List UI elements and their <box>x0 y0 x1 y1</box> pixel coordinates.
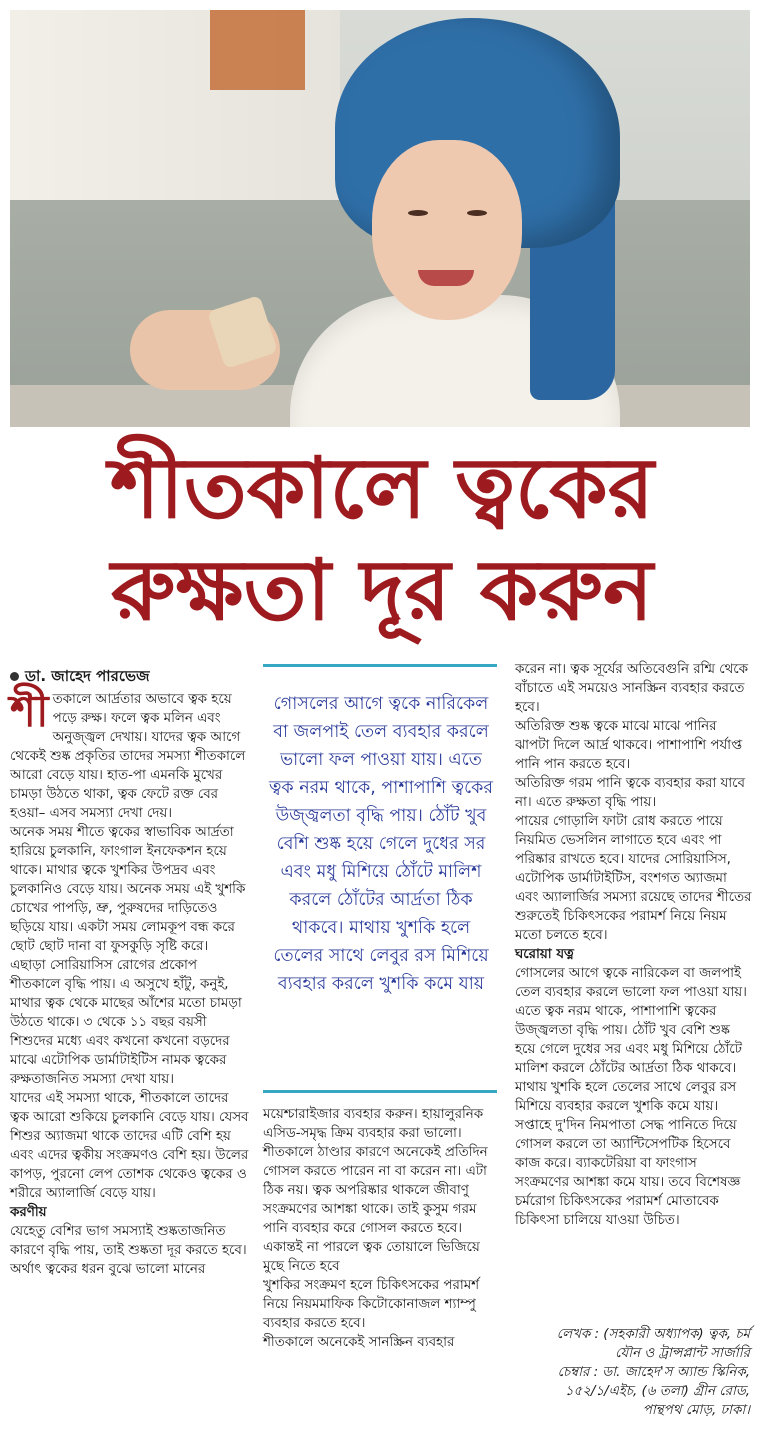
paragraph: শীতকালে আর্দ্রতার অভাবে ত্বক হয়ে পড়ে রুক্ষ। ফলে ত্বক মলিন এবং অনুজ্জ্বল দেখায়। যাদের ত্বক আগে থেকেই শুষ্ক প্রকৃতির তাদের সমস্যা শীতকালে আরো বেড়ে যায়। হাত-পা এমনকি মুখের চামড়া উঠতে থাকা, ত্বক ফেটে রক্ত বের হওয়া– এসব সমস্যা দেখা দেয়। <box>10 686 246 821</box>
paragraph: এছাড়া সোরিয়াসিস রোগের প্রকোপ শীতকালে বৃদ্ধি পায়। এ অসুখে হাঁটু, কনুই, মাথার ত্বক থেকে মাছের আঁশের মতো চামড়া উঠতে থাকে। ৩ থেকে ১১ বছর বয়সী শিশুদের মধ্যে এবং কখনো কখনো বড়দের মাঝে এটোপিক ডার্মাটাইটিস নামক ত্বকের রুক্ষতাজনিত সমস্যা দেখা যায়। <box>10 958 242 1087</box>
paragraph: খুশকির সংক্রমণ হলে চিকিৎসকের পরামর্শ নিয়ে নিয়মমাফিক কিটোকোনাজল শ্যাম্পু ব্যবহার করতে হবে। <box>263 1278 480 1331</box>
face <box>372 140 522 320</box>
background-window <box>10 10 340 210</box>
paragraph: অনেক সময় শীতে ত্বকের স্বাভাবিক আর্দ্রতা হারিয়ে চুলকানি, ফাংগাল ইনফেকশন হয়ে থাকে। মাথার ত্বকে খুশকির উপদ্রব এবং চুলকানিও বেড়ে যায়। অনেক সময় এই খুশকি চোখের পাপড়ি, ভ্রু, পুরুষদের দাড়িতেও ছড়িয়ে যায়। একটা সময় লোমকূপ বন্ধ করে ছোট ছোট দানা বা ফুসকুড়ি সৃষ্টি করে। <box>10 825 246 954</box>
paragraph: গোসলের আগে ত্বকে নারিকেল বা জলপাই তেল ব্যবহার করলে ভালো ফল পাওয়া যায়। এতে ত্বক নরম থাকে, পাশাপাশি ত্বকের উজ্জ্বলতা বৃদ্ধি পায়। ঠোঁট খুব বেশি শুষ্ক হয়ে গেলে দুধের সর এবং মধু মিশিয়ে ঠোঁটে মালিশ করলে ঠোঁটের আর্দ্রতা ঠিক থাকবে। মাথায় খুশকি হলে তেলের সাথে লেবুর রস মিশিয়ে ব্যবহার করলে খুশকি কমে যায়। সপ্তাহে দু'দিন নিমপাতা সেদ্ধ পানিতে দিয়ে গোসল করলে তা অ্যান্টিসেপটিক হিসেবে কাজ করে। ব্যাকটেরিয়া বা ফাংগাস সংক্রমণের আশঙ্কা কমে যায়। তবে বিশেষজ্ঞ চর্মরোগ চিকিৎসকের পরামর্শ মোতাবেক চিকিৎসা চালিয়ে যাওয়া উচিত। <box>515 966 747 1228</box>
author-name: ডা. জাহেদ পারভেজ <box>25 667 150 685</box>
subheading: করণীয় <box>10 1205 47 1220</box>
headline-line-2: রুক্ষতা দূর করুন <box>110 541 654 639</box>
author-line: যৌন ও ট্রান্সপ্লান্ট সার্জারি <box>615 1346 750 1361</box>
woman-with-blue-towel-image <box>10 10 750 427</box>
paragraph: শীতকালে অনেকেই সানস্ক্রিন ব্যবহার <box>263 1335 455 1350</box>
bullet-icon <box>10 672 19 681</box>
paragraph: ময়েশ্চারাইজার ব্যবহার করুন। হায়ালুরনিক এসিড-সমৃদ্ধ ক্রিম ব্যবহার করা ভালো। <box>263 1107 484 1141</box>
pullquote-rule-bottom <box>263 1090 497 1093</box>
dropcap: শী <box>10 686 49 737</box>
subheading: ঘরোয়া যত্ন <box>515 947 574 962</box>
column-3 <box>515 660 753 1230</box>
pullquote-rule-top <box>263 664 497 667</box>
paragraph: শীতকালে ঠাণ্ডার কারণে অনেকেই প্রতিদিন গোসল করতে পারেন না বা করেন না। এটা ঠিক নয়। ত্বক অপরিষ্কার থাকলে জীবাণু সংক্রমণের আশঙ্কা থাকে। তাই কুসুম গরম পানি ব্যবহার করে গোসল করতে হবে। একান্তই না পারলে ত্বক তোয়ালে ভিজিয়ে মুছে নিতে হবে <box>263 1145 488 1274</box>
paragraph: পায়ের গোড়ালি ফাটা রোধ করতে পায়ে নিয়মিত ভেসলিন লাগাতে হবে এবং পা পরিষ্কার রাখতে হবে। যাদের সোরিয়াসিস, এটোপিক ডার্মাটাইটিস, বংশগত অ্যাজমা এবং অ্যালার্জির সমস্যা রয়েছে তাদের শীতের শুরুতেই চিকিৎসকের পরামর্শ নিয়ে নিয়ম মতো চলতে হবে। <box>515 814 752 943</box>
column-2 <box>263 1105 499 1352</box>
paragraph: যেহেতু বেশির ভাগ সমস্যাই শুষ্কতাজনিত কারণে বৃদ্ধি পায়, তাই শুষ্কতা দূর করতে হবে। অর্থাৎ ত্বকের ধরন বুঝে ভালো মানের <box>10 1224 247 1277</box>
paragraph: যাদের এই সমস্যা থাকে, শীতকালে তাদের ত্বক আরো শুকিয়ে চুলকানি বেড়ে যায়। যেসব শিশুর অ্যাজমা থাকে তাদের এটি বেশি হয় এবং এদের ত্বকীয় সংক্রমণও বেশি হয়। উলের কাপড়, পুরনো লেপ তোশক থেকেও ত্বকের ও শরীরে অ্যালার্জি বেড়ে যায়। <box>10 1091 249 1201</box>
paragraph: অতিরিক্ত গরম পানি ত্বকে ব্যবহার করা যাবে না। এতে রুক্ষতা বৃদ্ধি পায়। <box>515 776 745 810</box>
column-1 <box>10 686 250 1279</box>
paragraph: অতিরিক্ত শুষ্ক ত্বকে মাঝে মাঝে পানির ঝাপটা দিলে আর্দ্র থাকবে। পাশাপাশি পর্যাপ্ত পানি পান করতে হবে। <box>515 719 743 772</box>
pullquote: গোসলের আগে ত্বকে নারিকেল বা জলপাই তেল ব্যবহার করলে ভালো ফল পাওয়া যায়। এতে ত্বক নরম থাকে, পাশাপাশি ত্বকের উজ্জ্বলতা বৃদ্ধি পায়। ঠোঁট খুব বেশি শুষ্ক হয়ে গেলে দুধের সর এবং মধু মিশিয়ে ঠোঁটে মালিশ করলে ঠোঁটের আর্দ্রতা ঠিক থাকবে। মাথায় খুশকি হলে তেলের সাথে লেবুর রস মিশিয়ে ব্যবহার করলে খুশকি কমে যায় <box>268 694 494 994</box>
author-info <box>515 1325 750 1420</box>
paragraph: করেন না। ত্বক সূর্যের অতিবেগুনি রশ্মি থেকে বাঁচাতে এই সময়েও সানস্ক্রিন ব্যবহার করতে হবে। <box>515 662 748 715</box>
author-line: পান্থপথ মোড়, ঢাকা। <box>642 1403 750 1418</box>
author-line: চেম্বার : ডা. জাহেদ'স অ্যান্ড স্কিনিক, <box>557 1365 750 1380</box>
author-line: ১৫২/১/এইচ, (৬ তলা) গ্রীন রোড, <box>564 1384 750 1399</box>
author-line: লেখক : (সহকারী অধ্যাপক) ত্বক, চর্ম <box>556 1327 750 1342</box>
headline-line-1: শীতকালে ত্বকের <box>110 439 654 537</box>
